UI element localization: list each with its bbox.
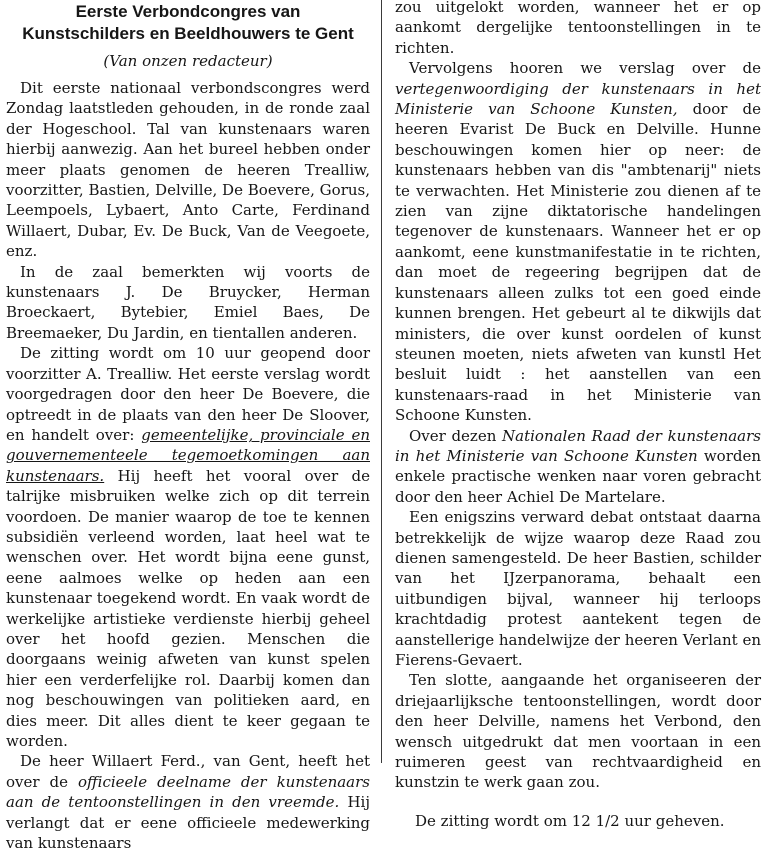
article-title bbox=[6, 0, 370, 45]
report-subject-subsidies: gemeentelijke, provinciale en gouvernementeele tegemoetkomingen aan kunstenaars. bbox=[6, 425, 370, 485]
paragraph-debate: Een enigszins verward debat ontstaat daarna betrekkelijk de wijze waarop deze Raad zou dienen samengesteld. De heer Bastien, schilder van het IJzerpanorama, behaalt een uitbundigen bijval, wanneer hij terloops krachtdadig protest aantekent tegen de aanstellerige handelwijze der heeren Verlant en Fierens-Gevaert. bbox=[395, 508, 761, 669]
report-subject-representation: vertegenwoordiging der kunstenaars in het Ministerie van Schoone Kunsten, bbox=[395, 79, 761, 119]
text-run: worden enkele practische wenken naar voren gebracht door den heer Achiel De Martelare. bbox=[395, 446, 761, 506]
text-run: Over dezen bbox=[409, 426, 503, 445]
paragraph-opening: Dit eerste nationaal verbondscongres werd Zondag laatstleden gehouden, in de ronde zaal der Hogeschool. Tal van kunstenaars waren hierbij aanwezig. Aan het bureel hebben onder meer plaats genomen de heeren Trealliw, voorzitter, Bastien, Delville, De Boevere, Gorus, Leempoels, Lybaert, Anto Carte, Ferdinand Willaert, Dubar, Ev. De Buck, Van de Veegoete, enz. bbox=[6, 79, 370, 261]
paragraph-attendees: In de zaal bemerkten wij voorts de kunstenaars J. De Bruycker, Herman Broeckaert, Bytebier, Emiel Baes, De Breemaeker, Du Jardin, en tientallen anderen. bbox=[6, 262, 370, 342]
byline: (Van onzen redacteur) bbox=[103, 52, 273, 70]
paragraph-continuation: zou uitgelokt worden, wanneer het er op aankomt dergelijke tentoonstellingen in te richten. bbox=[395, 0, 761, 57]
report-subject-national-council: Nationalen Raad der kunstenaars in het Ministerie van Schoone Kunsten bbox=[395, 426, 761, 465]
paragraph-national-council bbox=[395, 426, 761, 508]
paragraph-triennial: Ten slotte, aangaande het organiseeren der driejaarlijksche tentoonstellingen, wordt door den heer Delville, namens het Verbond, den wensch uitgedrukt dat men voortaan in een ruimeren geest van rechtvaardigheid en kunstzin te werk gaan zou. bbox=[395, 671, 761, 792]
paragraph-first-report bbox=[6, 343, 370, 751]
text-run: Hij verlangt dat er eene officieele medewerking van kunstenaars bbox=[6, 793, 370, 853]
text-run: Vervolgens hooren we verslag over de bbox=[409, 59, 761, 78]
title-line-1: Eerste Verbondcongres van bbox=[75, 2, 301, 21]
report-subject-exhibitions: officieele deelname der kunstenaars aan de tentoonstellingen in den vreemde. bbox=[6, 772, 370, 812]
text-run: Hij heeft het vooral over de talrijke misbruiken welke zich op dit terrein voordoen. De manier waarop de toe te kennen subsidiën verleend worden, laat heel wat te wenschen over. Het wordt bijna eene gunst, eene aalmoes welke op heden aan een kunstenaar toegekend wordt. En vaak wordt de werkelijke artistieke verdienste hierbij geheel over het hoofd gezien. Menschen die doorgaans weinig afweten van kunst spelen hier een verderfelijke rol. Daarbij komen dan nog beschouwingen van politieken aard, en dies meer. Dit alles dient te keer gegaan te worden. bbox=[6, 466, 370, 750]
title-line-2: Kunstschilders en Beeldhouwers te Gent bbox=[22, 24, 354, 43]
paragraph-ministry-report bbox=[395, 58, 761, 425]
paragraph-willaert bbox=[6, 751, 370, 853]
text-run: De heer Willaert Ferd., van Gent, heeft het over de bbox=[6, 752, 370, 791]
left-column bbox=[6, 0, 370, 853]
right-column bbox=[395, 0, 761, 831]
text-run: De zitting wordt om 10 uur geopend door voorzitter A. Trealliw. Het eerste verslag wordt voorgedragen door den heer De Boevere, die optreedt in de plaats van den heer De Sloover, en handelt over: bbox=[6, 344, 370, 444]
text-run: door de heeren Evarist De Buck en Delville. Hunne beschouwingen komen hier op neer: de kunstenaars hebben van dis "ambtenarij" niets te verwachten. Het Ministerie zou dienen af te zien van zijne diktatorische handelingen tegenover de kunstenaars. Wanneer het er op aankomt, eene kunstmanifestatie in te richten, dan moet de regeering begrijpen dat de kunstenaars alleen zulks tot een goed einde kunnen brengen. Het gebeurt al te dikwijls dat ministers, die over kunst oordelen of kunst steunen moeten, niets afweten van kunstl Het besluit luidt : het aanstellen van een kunstenaars-raad in het Ministerie van Schoone Kunsten. bbox=[395, 100, 761, 425]
paragraph-closing: De zitting wordt om 12 1/2 uur geheven. bbox=[415, 811, 725, 830]
column-divider bbox=[381, 0, 382, 763]
